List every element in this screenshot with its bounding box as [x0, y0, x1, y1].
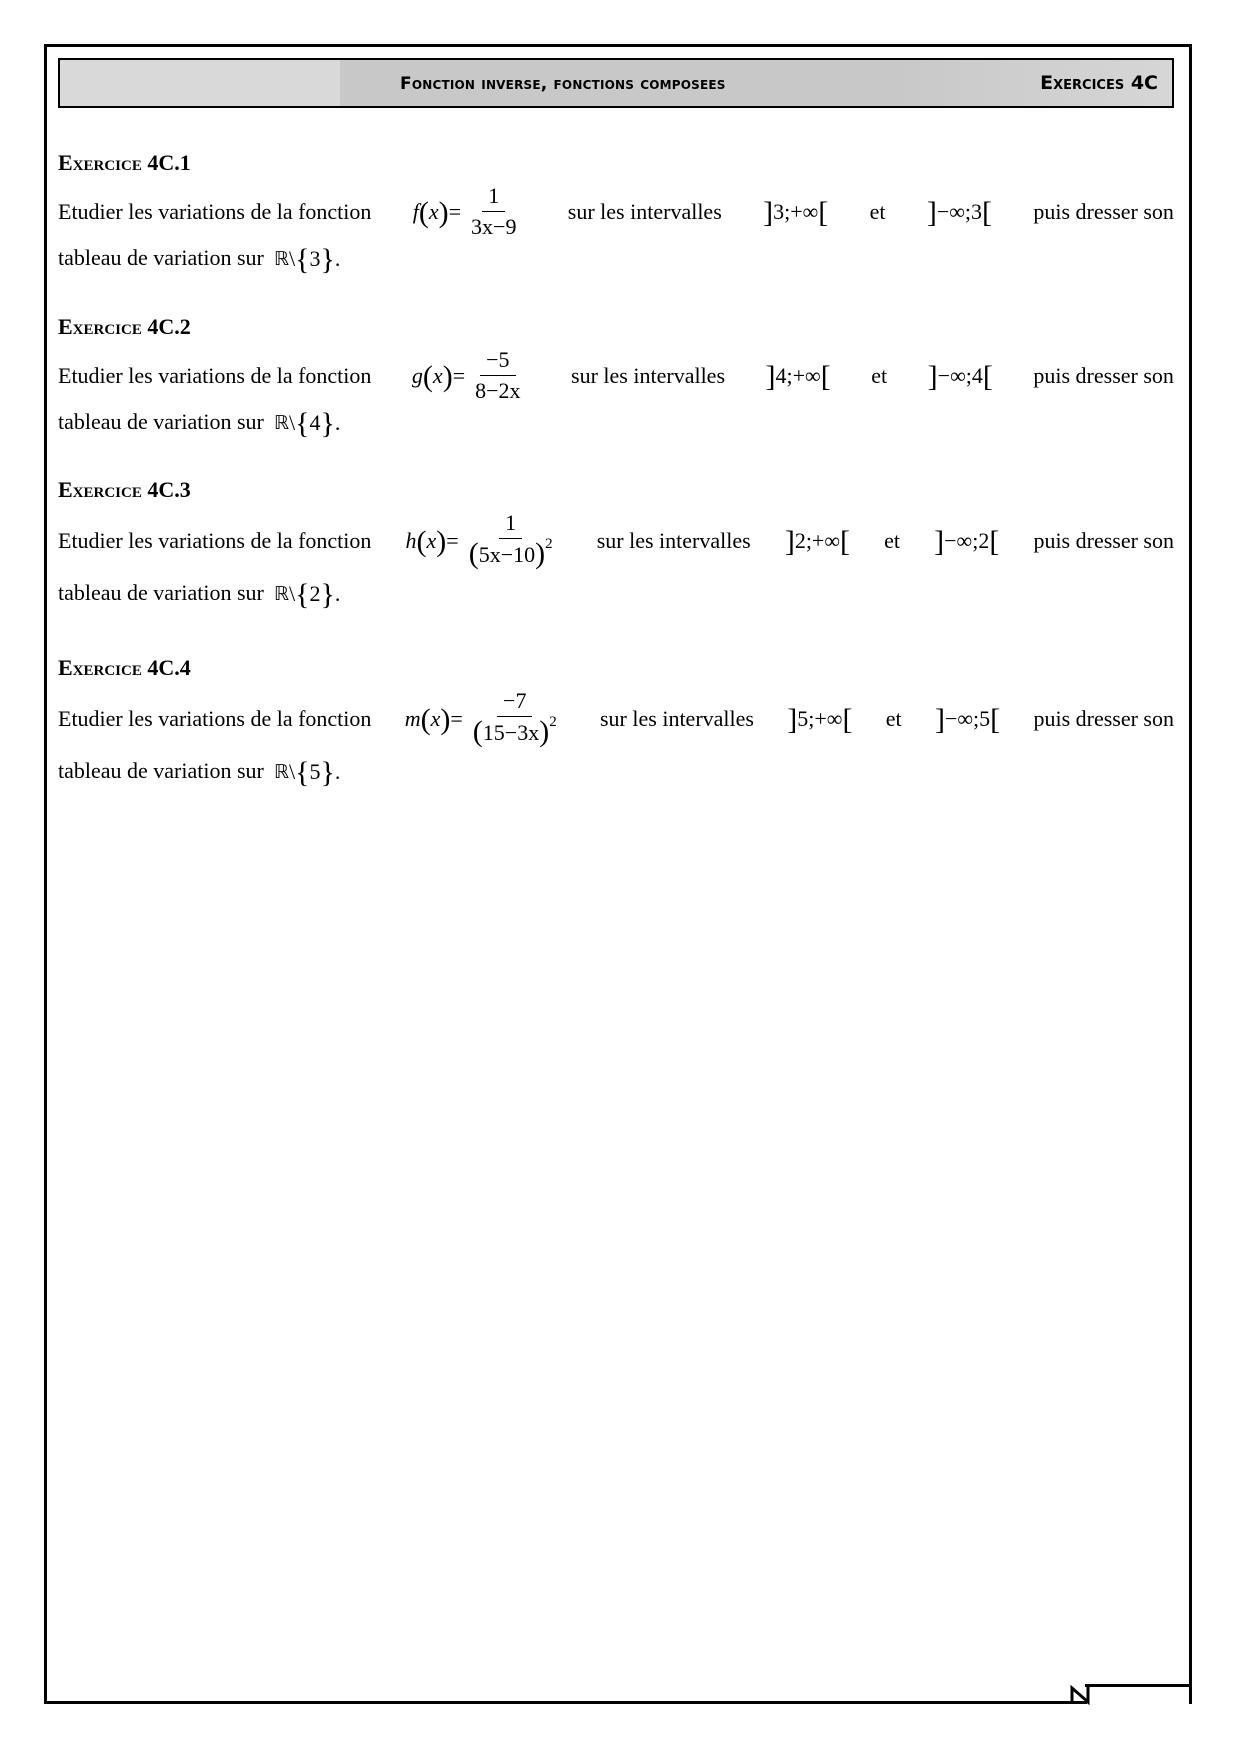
- exercise-title: Exercice 4C.4: [58, 655, 191, 680]
- bracket-close: [: [818, 195, 829, 229]
- fraction-denominator: [463, 536, 559, 570]
- denominator-expression: 8−2x: [475, 378, 521, 403]
- domain-expression: [273, 407, 341, 440]
- bracket-open: ]: [926, 195, 937, 229]
- setminus-symbol: \: [288, 759, 296, 784]
- fraction-denominator: [465, 212, 522, 239]
- interval-1-bounds: 5;+∞: [797, 705, 843, 731]
- exercise-statement-line-2: [58, 407, 1174, 440]
- setminus-symbol: \: [288, 246, 296, 271]
- excluded-value: 3: [309, 246, 321, 271]
- brace-open: {: [295, 578, 310, 611]
- fraction: [467, 689, 563, 748]
- interval-1-bounds: 3;+∞: [773, 198, 819, 224]
- excluded-value: 4: [309, 410, 321, 435]
- bracket-close: [: [840, 524, 851, 558]
- exercise-statement-line-2: [58, 243, 1174, 276]
- interval-2-bounds: −∞;5: [944, 705, 991, 731]
- bracket-open: ]: [934, 524, 945, 558]
- interval-1-bounds: 4;+∞: [775, 362, 821, 388]
- bracket-open: ]: [784, 524, 795, 558]
- denominator-paren-close: ): [535, 537, 546, 570]
- bracket-close: [: [842, 702, 853, 736]
- denominator-paren-open: (: [468, 537, 479, 570]
- denominator-paren-close: ): [539, 715, 550, 748]
- paren-close: ): [438, 195, 449, 229]
- interval-1: [763, 195, 829, 229]
- brace-open: {: [295, 243, 310, 276]
- fraction-denominator: [469, 376, 526, 403]
- bracket-close: [: [982, 195, 993, 229]
- statement-end: puis dresser son: [1033, 527, 1174, 553]
- interval-2: [934, 524, 1000, 558]
- function-definition: [406, 511, 563, 570]
- function-definition: [405, 689, 567, 748]
- domain-expression: [273, 243, 341, 276]
- equals-sign: =: [450, 705, 463, 731]
- interval-2-bounds: −∞;3: [936, 198, 983, 224]
- exercise-statement-line: [58, 689, 1174, 748]
- equals-sign: =: [446, 527, 459, 553]
- function-name: g: [411, 362, 423, 388]
- fraction-numerator: 1: [482, 184, 505, 212]
- exercise-statement-line: [58, 511, 1174, 570]
- fraction: [463, 511, 559, 570]
- domain-expression: [273, 578, 341, 611]
- statement-end: puis dresser son: [1033, 705, 1174, 731]
- header-shade: [60, 60, 340, 106]
- fraction: [465, 184, 522, 239]
- exercise-statement-line-2: [58, 756, 1174, 789]
- header-title: Fonction inverse, fonctions composees: [400, 74, 726, 94]
- reals-symbol: ℝ: [273, 761, 289, 783]
- denominator-expression: 15−3x: [482, 720, 540, 745]
- function-name: m: [404, 705, 421, 731]
- statement-end: puis dresser son: [1033, 362, 1174, 388]
- frame-bottom-step-line: [1085, 1684, 1192, 1687]
- brace-open: {: [295, 756, 310, 789]
- paren-open: (: [416, 524, 427, 558]
- domain-expression: [273, 756, 341, 789]
- function-definition: [412, 348, 531, 403]
- bracket-open: ]: [787, 702, 798, 736]
- reals-symbol: ℝ: [273, 248, 289, 270]
- interval-2-bounds: −∞;4: [937, 362, 983, 388]
- function-name: h: [405, 527, 417, 553]
- function-variable: x: [426, 527, 437, 553]
- intervals-text: sur les intervalles: [571, 362, 726, 388]
- fraction-denominator: [467, 714, 563, 748]
- bracket-open: ]: [934, 702, 945, 736]
- brace-open: {: [295, 407, 310, 440]
- line2-prefix: tableau de variation sur: [58, 245, 264, 270]
- equals-sign: =: [452, 362, 466, 388]
- function-name: f: [412, 198, 419, 224]
- header-section-label: Exercices 4C: [1040, 72, 1158, 94]
- interval-1: [765, 359, 831, 393]
- exercise-statement-line-2: [58, 578, 1174, 611]
- period: .: [334, 581, 341, 606]
- fraction-numerator: −5: [480, 348, 515, 376]
- interval-1-bounds: 2;+∞: [794, 527, 841, 553]
- paren-open: (: [418, 195, 429, 229]
- and-word: et: [871, 362, 888, 388]
- intervals-text: sur les intervalles: [567, 198, 722, 224]
- interval-1: [787, 702, 853, 736]
- interval-2: [926, 195, 993, 229]
- reals-symbol: ℝ: [273, 412, 289, 434]
- function-definition: [413, 184, 527, 239]
- brace-close: }: [320, 407, 335, 440]
- equals-sign: =: [448, 198, 462, 224]
- statement-intro: Etudier les variations de la fonction: [58, 362, 372, 388]
- line2-prefix: tableau de variation sur: [58, 580, 264, 605]
- paren-close: ): [436, 524, 447, 558]
- denominator-expression: 3x−9: [471, 214, 517, 239]
- brace-close: }: [320, 578, 335, 611]
- statement-intro: Etudier les variations de la fonction: [58, 705, 372, 731]
- line2-prefix: tableau de variation sur: [58, 758, 264, 783]
- denominator-paren-open: (: [472, 715, 483, 748]
- period: .: [334, 410, 341, 435]
- setminus-symbol: \: [288, 410, 296, 435]
- interval-2-bounds: −∞;2: [944, 527, 990, 553]
- bracket-open: ]: [763, 195, 774, 229]
- function-variable: x: [428, 198, 439, 224]
- denominator-expression: 5x−10: [478, 542, 536, 567]
- header-bar: [58, 58, 1174, 108]
- bracket-open: ]: [927, 359, 938, 393]
- intervals-text: sur les intervalles: [600, 705, 754, 731]
- paren-close: ): [440, 702, 451, 736]
- page-frame: [44, 44, 1192, 1704]
- exercise-block: [58, 477, 1174, 611]
- interval-2: [927, 359, 993, 393]
- function-variable: x: [430, 705, 441, 731]
- corner-step-icon: [1070, 1680, 1092, 1710]
- bracket-close: [: [989, 524, 1000, 558]
- paren-open: (: [422, 359, 433, 393]
- statement-intro: Etudier les variations de la fonction: [58, 198, 372, 224]
- exercise-block: [58, 150, 1174, 276]
- frame-bottom-line: [44, 1701, 1087, 1704]
- exercise-block: [58, 314, 1174, 440]
- setminus-symbol: \: [288, 581, 296, 606]
- fraction-numerator: 1: [499, 511, 522, 539]
- exercise-title: Exercice 4C.1: [58, 150, 191, 175]
- statement-end: puis dresser son: [1033, 198, 1174, 224]
- interval-2: [934, 702, 1001, 736]
- intervals-text: sur les intervalles: [596, 527, 751, 553]
- bracket-open: ]: [765, 359, 776, 393]
- brace-close: }: [320, 756, 335, 789]
- bracket-close: [: [990, 702, 1001, 736]
- exercise-statement-line: [58, 184, 1174, 239]
- exponent: 2: [549, 714, 557, 730]
- fraction-numerator: −7: [497, 689, 532, 717]
- excluded-value: 2: [309, 581, 321, 606]
- line2-prefix: tableau de variation sur: [58, 409, 264, 434]
- reals-symbol: ℝ: [273, 583, 289, 605]
- and-word: et: [884, 527, 901, 553]
- paren-close: ): [442, 359, 453, 393]
- exercise-statement-line: [58, 348, 1174, 403]
- bracket-close: [: [982, 359, 993, 393]
- exercise-title: Exercice 4C.3: [58, 477, 191, 502]
- brace-close: }: [320, 243, 335, 276]
- function-variable: x: [432, 362, 443, 388]
- paren-open: (: [420, 702, 431, 736]
- period: .: [334, 759, 341, 784]
- and-word: et: [869, 198, 886, 224]
- statement-intro: Etudier les variations de la fonction: [58, 527, 372, 553]
- excluded-value: 5: [309, 759, 321, 784]
- exercise-block: [58, 655, 1174, 789]
- fraction: [469, 348, 526, 403]
- bracket-close: [: [820, 359, 831, 393]
- exponent: 2: [545, 536, 553, 552]
- interval-1: [784, 524, 851, 558]
- period: .: [334, 246, 341, 271]
- and-word: et: [885, 705, 902, 731]
- exercise-title: Exercice 4C.2: [58, 314, 191, 339]
